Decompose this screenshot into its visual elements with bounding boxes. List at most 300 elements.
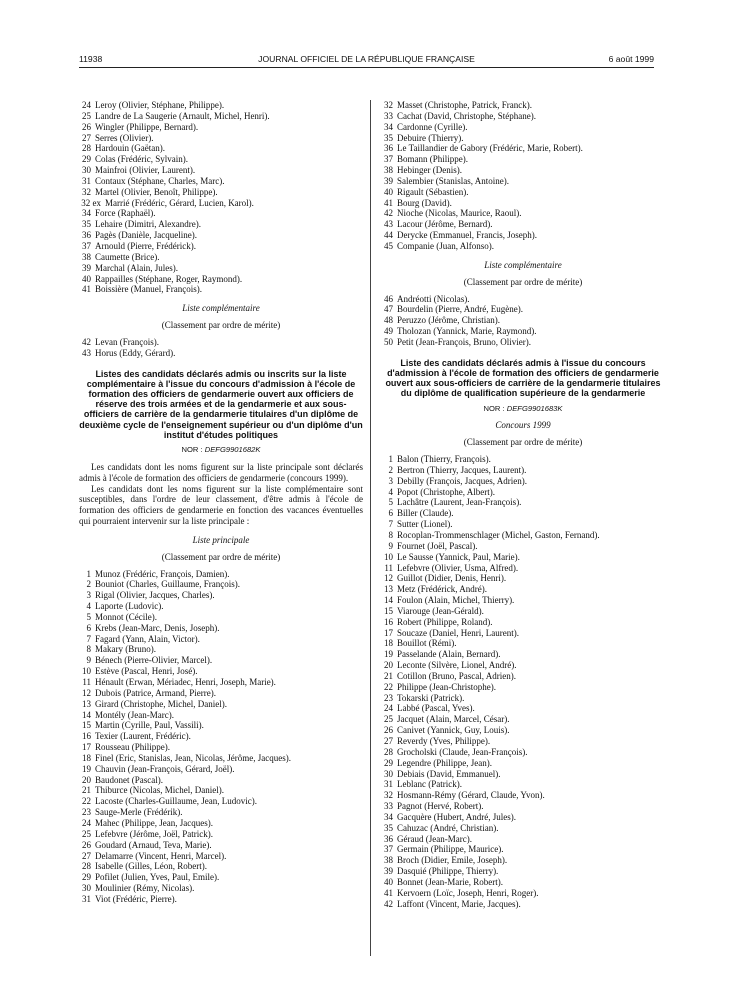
list-item — [79, 829, 363, 840]
paragraph: Les candidats dont les noms figurent sur la liste complémentaire sont susceptibles, dans l'ordre de leur classement, d'être admis à l'école de formation des officiers de gendarmerie en fonction des vacances éventuelles qui pourraient intervenir sur la liste principale : — [79, 483, 363, 527]
candidate-name: Broch (Didier, Emile, Joseph). — [397, 855, 508, 866]
rank-number: 8 — [388, 529, 393, 540]
rank-number: 6 — [86, 622, 91, 633]
list-item — [79, 198, 363, 209]
rank-number: 42 — [384, 898, 393, 909]
list-item — [381, 476, 665, 487]
list-item — [79, 796, 363, 807]
candidate-name: Andréotti (Nicolas). — [397, 293, 470, 304]
ranking-note: (Classement par ordre de mérite) — [463, 437, 583, 448]
rank-number: 8 — [86, 644, 91, 655]
rank-number: 30 — [82, 165, 91, 176]
list-item — [381, 758, 665, 769]
rank-number: 25 — [384, 714, 393, 725]
rank-number: 26 — [82, 839, 91, 850]
rank-number: 50 — [384, 336, 393, 347]
candidate-name: Sauge-Merle (Frédérik). — [95, 807, 183, 818]
list-item — [79, 348, 363, 359]
candidate-name: Laporte (Ludovic). — [95, 601, 164, 612]
candidate-name: Petit (Jean-François, Bruno, Olivier). — [397, 336, 531, 347]
rank-number: 3 — [86, 590, 91, 601]
journal-title: JOURNAL OFFICIEL DE LA RÉPUBLIQUE FRANÇAISE — [258, 54, 475, 64]
rank-number: 27 — [82, 850, 91, 861]
list-item — [79, 165, 363, 176]
rank-number: 6 — [388, 508, 393, 519]
candidate-name: Bénech (Pierre-Olivier, Marcel). — [95, 655, 213, 666]
list-item — [381, 595, 665, 606]
rank-number: 25 — [82, 828, 91, 839]
candidate-name: Le Sausse (Yannick, Paul, Marie). — [397, 551, 520, 562]
page-number: 11938 — [79, 54, 103, 64]
candidate-name: Robert (Philippe, Roland). — [397, 616, 493, 627]
decree-title: Liste des candidats déclarés admis à l'issue du concours d'admission à l'école de formation des officiers de gendarmerie ouvert aux sous-officiers de carrière de la gendarmerie titulaires du diplôme de qualification supérieure de la gendarmerie — [385, 357, 661, 399]
candidate-name: Foulon (Alain, Michel, Thierry). — [397, 595, 515, 606]
candidate-name: Laffont (Vincent, Marie, Jacques). — [397, 898, 521, 909]
list-item — [381, 671, 665, 682]
list-item — [79, 720, 363, 731]
list-item — [79, 274, 363, 285]
list-item — [381, 725, 665, 736]
candidate-name: Metz (Frédérick, André). — [397, 584, 487, 595]
candidate-name: Levan (François). — [95, 336, 159, 347]
principal-list — [79, 569, 363, 905]
candidate-name: Nioche (Nicolas, Maurice, Raoul). — [397, 208, 522, 219]
list-item — [79, 241, 363, 252]
candidate-name: Fournet (Joël, Pascal). — [397, 540, 478, 551]
candidate-name: Landre de La Saugerie (Arnault, Michel, Henri). — [95, 110, 270, 121]
candidate-name: Arnould (Pierre, Frédérick). — [95, 240, 196, 251]
right-column — [381, 100, 665, 910]
candidate-name: Girard (Christophe, Michel, Daniel). — [95, 698, 227, 709]
list-item — [381, 241, 665, 252]
rank-number: 33 — [384, 801, 393, 812]
list-item — [381, 682, 665, 693]
rank-number: 24 — [384, 703, 393, 714]
candidate-name: Lacour (Jérôme, Bernard). — [397, 219, 493, 230]
rank-number: 44 — [384, 230, 393, 241]
nor-label: NOR : — [483, 403, 505, 413]
list-item — [79, 699, 363, 710]
candidate-name: Le Taillandier de Gabory (Frédéric, Marie, Robert). — [397, 143, 583, 154]
rank-number: 38 — [82, 251, 91, 262]
nor-code: DEFG9901682K — [204, 444, 261, 454]
rank-number: 18 — [82, 752, 91, 763]
rank-number: 48 — [384, 315, 393, 326]
rank-number: 5 — [86, 611, 91, 622]
list-item — [79, 122, 363, 133]
candidate-name: Pofilet (Julien, Yves, Paul, Emile). — [95, 872, 220, 883]
candidate-name: Kervoern (Loïc, Joseph, Henri, Roger). — [397, 887, 539, 898]
ranking-note: (Classement par ordre de mérite) — [161, 320, 281, 331]
list-item — [79, 623, 363, 634]
list-item — [79, 337, 363, 348]
list-continued — [381, 100, 665, 252]
candidate-name: Philippe (Jean-Christophe). — [397, 681, 496, 692]
list-item — [381, 834, 665, 845]
candidate-name: Hosmann-Rémy (Gérard, Claude, Yvon). — [397, 790, 545, 801]
list-item — [381, 519, 665, 530]
rank-number: 25 — [82, 110, 91, 121]
list-item — [381, 454, 665, 465]
rank-number: 28 — [82, 861, 91, 872]
candidate-name: Rappailles (Stéphane, Roger, Raymond). — [95, 273, 243, 284]
candidate-name: Fagard (Yann, Alain, Victor). — [95, 633, 200, 644]
list-item — [381, 790, 665, 801]
candidate-name: Bonnet (Jean-Marie, Robert). — [397, 876, 503, 887]
list-item — [79, 219, 363, 230]
rank-number: 9 — [86, 655, 91, 666]
candidate-name: Chauvin (Jean-François, Gérard, Joël). — [95, 763, 235, 774]
rank-number: 11 — [384, 562, 393, 573]
ranking-note: (Classement par ordre de mérite) — [463, 276, 583, 287]
rank-number: 31 — [82, 175, 91, 186]
rank-number: 13 — [82, 698, 91, 709]
list-item — [381, 230, 665, 241]
rank-number: 31 — [82, 893, 91, 904]
candidate-name: Martel (Olivier, Benoît, Philippe). — [95, 186, 218, 197]
list-item — [381, 801, 665, 812]
list-item — [381, 541, 665, 552]
candidate-name: Mainfroi (Olivier, Laurent). — [95, 165, 196, 176]
candidate-name: Lefebvre (Jérôme, Joël, Patrick). — [95, 828, 213, 839]
nor-label: NOR : — [181, 444, 203, 454]
rank-number: 29 — [82, 154, 91, 165]
list-item — [79, 187, 363, 198]
rank-number: 33 — [384, 110, 393, 121]
rank-number: 40 — [384, 186, 393, 197]
rank-number: 49 — [384, 326, 393, 337]
list-item — [79, 111, 363, 122]
candidate-name: Pagès (Danièle, Jacqueline). — [95, 230, 197, 241]
list-item — [79, 840, 363, 851]
candidate-name: Boissière (Manuel, François). — [95, 284, 202, 295]
list-item — [381, 208, 665, 219]
rank-number: 10 — [384, 551, 393, 562]
list-item — [79, 785, 363, 796]
rank-number: 36 — [384, 833, 393, 844]
list-item — [381, 812, 665, 823]
rank-number: 7 — [388, 519, 393, 530]
rank-number: 32 — [384, 100, 393, 110]
list-item — [381, 769, 665, 780]
rank-number: 22 — [384, 681, 393, 692]
candidate-name: Masset (Christophe, Patrick, Franck). — [397, 100, 532, 110]
candidate-name: Makary (Bruno). — [95, 644, 156, 655]
rank-number: 31 — [384, 779, 393, 790]
candidate-name: Sutter (Lionel). — [397, 519, 453, 530]
rank-number: 41 — [82, 284, 91, 295]
list-item — [79, 753, 363, 764]
list-item — [381, 487, 665, 498]
list-item — [79, 872, 363, 883]
section-subtitle: Liste complémentaire — [182, 303, 260, 314]
list-item — [79, 861, 363, 872]
paragraph: Les candidats dont les noms figurent sur la liste principale sont déclarés admis à l'école de formation des officiers de gendarmerie (concours 1999). — [79, 461, 363, 483]
candidate-name: Viot (Frédéric, Pierre). — [95, 893, 177, 904]
list-item — [79, 775, 363, 786]
candidate-name: Companie (Juan, Alfonso). — [397, 240, 494, 251]
list-item — [79, 263, 363, 274]
rank-number: 24 — [82, 100, 91, 110]
rank-number: 29 — [384, 757, 393, 768]
rank-number: 4 — [86, 601, 91, 612]
candidate-name: Canivet (Yannick, Guy, Louis). — [397, 725, 510, 736]
list-item — [381, 187, 665, 198]
list-item — [381, 219, 665, 230]
header-rule — [79, 67, 654, 68]
list-item — [79, 612, 363, 623]
candidate-name: Derycke (Emmanuel, Francis, Joseph). — [397, 230, 537, 241]
complementary-list — [381, 294, 665, 348]
list-item — [381, 133, 665, 144]
rank-number: 28 — [384, 746, 393, 757]
list-item — [381, 165, 665, 176]
candidate-name: Cardonne (Cyrille). — [397, 121, 468, 132]
rank-number: 21 — [82, 785, 91, 796]
candidate-name: Bourg (David). — [397, 197, 452, 208]
rank-number: 20 — [384, 660, 393, 671]
candidate-name: Tokarski (Patrick). — [397, 692, 465, 703]
rank-number: 17 — [384, 627, 393, 638]
candidate-name: Passelande (Alain, Bernard). — [397, 649, 501, 660]
candidate-name: Colas (Frédéric, Sylvain). — [95, 154, 188, 165]
left-column — [79, 100, 363, 905]
nor-reference — [381, 404, 665, 415]
list-item — [381, 154, 665, 165]
candidate-name: Montély (Jean-Marc). — [95, 709, 174, 720]
candidate-name: Thiburce (Nicolas, Michel, Daniel). — [95, 785, 224, 796]
list-item — [79, 230, 363, 241]
rank-number: 38 — [384, 165, 393, 176]
candidate-name: Gacquère (Hubert, André, Jules). — [397, 811, 516, 822]
list-item — [381, 877, 665, 888]
list-item — [381, 747, 665, 758]
rank-number: 16 — [82, 731, 91, 742]
candidate-name: Cachat (David, Christophe, Stéphane). — [397, 110, 536, 121]
rank-number: 42 — [384, 208, 393, 219]
rank-number: 11 — [82, 677, 91, 688]
candidate-name: Debiais (David, Emmanuel). — [397, 768, 501, 779]
candidate-name: Serres (Olivier). — [95, 132, 154, 143]
rank-number: 39 — [384, 175, 393, 186]
rank-number: 32 ex — [81, 197, 101, 208]
column-divider — [370, 100, 371, 956]
candidate-name: Wingler (Philippe, Bernard). — [95, 121, 199, 132]
list-item — [79, 284, 363, 295]
candidate-name: Pagnot (Hervé, Robert). — [397, 801, 484, 812]
rank-number: 15 — [384, 605, 393, 616]
issue-date: 6 août 1999 — [608, 54, 654, 64]
rank-number: 20 — [82, 774, 91, 785]
rank-number: 19 — [384, 649, 393, 660]
rank-number: 40 — [384, 876, 393, 887]
list-item — [381, 198, 665, 209]
concours-heading: Concours 1999 — [495, 420, 551, 431]
rank-number: 47 — [384, 304, 393, 315]
candidate-name: Rigal (Olivier, Jacques, Charles). — [95, 590, 215, 601]
rank-number: 19 — [82, 763, 91, 774]
list-item — [381, 628, 665, 639]
list-item — [381, 497, 665, 508]
list-item — [381, 337, 665, 348]
candidate-name: Grocholski (Claude, Jean-François). — [397, 746, 528, 757]
decree-title: Listes des candidats déclarés admis ou inscrits sur la liste complémentaire à l'issue du concours d'admission à l'école de formation des officiers de gendarmerie ouvert aux officiers de réserve des trois armées et de la gendarmerie et aux sous-officiers de carrière de la gendarmerie titulaires d'un diplôme de deuxième cycle de l'enseignement supérieur ou d'un diplôme d'un institut d'études politiques — [79, 368, 363, 440]
rank-number: 42 — [82, 336, 91, 347]
rank-number: 28 — [82, 143, 91, 154]
list-item — [79, 710, 363, 721]
candidate-name: Force (Raphaël). — [95, 208, 156, 219]
nor-reference — [79, 445, 363, 456]
list-item — [381, 573, 665, 584]
list-item — [381, 294, 665, 305]
candidate-name: Guillot (Didier, Denis, Henri). — [397, 573, 507, 584]
candidate-name: Popot (Christophe, Albert). — [397, 486, 495, 497]
candidate-name: Salembier (Stanislas, Antoine). — [397, 175, 509, 186]
rank-number: 35 — [384, 822, 393, 833]
rank-number: 10 — [82, 666, 91, 677]
list-item — [79, 252, 363, 263]
list-item — [381, 823, 665, 834]
section-subtitle: Liste principale — [192, 534, 250, 545]
list-item — [381, 649, 665, 660]
rank-number: 38 — [384, 855, 393, 866]
candidate-name: Jacquet (Alain, Marcel, César). — [397, 714, 510, 725]
rank-number: 30 — [82, 883, 91, 894]
list-item — [79, 601, 363, 612]
candidate-name: Soucaze (Daniel, Henri, Laurent). — [397, 627, 519, 638]
candidate-name: Lachâtre (Laurent, Jean-François). — [397, 497, 522, 508]
list-item — [79, 731, 363, 742]
rank-number: 4 — [388, 486, 393, 497]
candidate-name: Monnot (Cécile). — [95, 611, 157, 622]
list-item — [381, 844, 665, 855]
candidate-name: Estève (Pascal, Henri, José). — [95, 666, 198, 677]
candidate-name: Bouillot (Rémi). — [397, 638, 457, 649]
candidate-name: Leblanc (Patrick). — [397, 779, 462, 790]
rank-number: 12 — [82, 687, 91, 698]
candidate-name: Leconte (Silvère, Lionel, André). — [397, 660, 517, 671]
candidate-name: Reverdy (Yves, Philippe). — [397, 736, 491, 746]
list-item — [79, 894, 363, 905]
rank-number: 15 — [82, 720, 91, 731]
list-item — [381, 326, 665, 337]
list-item — [79, 579, 363, 590]
candidate-name: Cahuzac (André, Christian). — [397, 822, 499, 833]
rank-number: 13 — [384, 584, 393, 595]
list-item — [79, 176, 363, 187]
candidate-name: Hénault (Erwan, Mériadec, Henri, Joseph, Marie). — [95, 677, 276, 688]
list-item — [79, 569, 363, 580]
list-item — [79, 100, 363, 111]
candidate-name: Isabelle (Gilles, Léon, Robert). — [95, 861, 207, 872]
candidate-name: Delamarre (Vincent, Henri, Marcel). — [95, 850, 227, 861]
list-item — [381, 122, 665, 133]
rank-number: 7 — [86, 633, 91, 644]
candidate-name: Moulinier (Rémy, Nicolas). — [95, 883, 195, 894]
candidate-name: Bertron (Thierry, Jacques, Laurent). — [397, 464, 527, 475]
rank-number: 37 — [384, 844, 393, 855]
list-item — [381, 143, 665, 154]
rank-number: 18 — [384, 638, 393, 649]
list-continued — [79, 100, 363, 295]
list-item — [381, 304, 665, 315]
list-item — [381, 465, 665, 476]
candidate-name: Bomann (Philippe). — [397, 154, 468, 165]
candidate-name: Lehaire (Dimitri, Alexandre). — [95, 219, 201, 230]
rank-number: 14 — [384, 595, 393, 606]
list-item — [381, 899, 665, 910]
rank-number: 39 — [82, 262, 91, 273]
candidate-name: Horus (Eddy, Gérard). — [95, 347, 176, 358]
candidate-name: Texier (Laurent, Frédéric). — [95, 731, 191, 742]
list-item — [79, 818, 363, 829]
candidate-name: Legendre (Philippe, Jean). — [397, 757, 492, 768]
list-item — [79, 634, 363, 645]
candidate-name: Viarouge (Jean-Gérald). — [397, 605, 484, 616]
list-item — [79, 851, 363, 862]
rank-number: 36 — [82, 230, 91, 241]
rank-number: 32 — [384, 790, 393, 801]
rank-number: 26 — [384, 725, 393, 736]
candidate-name: Leroy (Olivier, Stéphane, Philippe). — [95, 100, 225, 110]
rank-number: 46 — [384, 293, 393, 304]
candidate-name: Bouniot (Charles, Guillaume, François). — [95, 579, 240, 590]
candidate-name: Marrié (Frédéric, Gérard, Lucien, Karol). — [105, 197, 254, 208]
list-item — [79, 688, 363, 699]
nor-code: DEFG9901683K — [506, 403, 563, 413]
candidate-name: Lefebvre (Olivier, Usma, Alfred). — [397, 562, 519, 573]
rank-number: 1 — [388, 454, 393, 465]
list-item — [381, 111, 665, 122]
list-item — [79, 655, 363, 666]
rank-number: 34 — [82, 208, 91, 219]
list-item — [381, 563, 665, 574]
rank-number: 5 — [388, 497, 393, 508]
list-item — [381, 638, 665, 649]
list-item — [79, 154, 363, 165]
list-item — [381, 617, 665, 628]
list-item — [381, 714, 665, 725]
rank-number: 41 — [384, 197, 393, 208]
rank-number: 29 — [82, 872, 91, 883]
rank-number: 35 — [384, 132, 393, 143]
list-item — [381, 736, 665, 747]
rank-number: 45 — [384, 240, 393, 251]
candidate-name: Lacoste (Charles-Guillaume, Jean, Ludovic). — [95, 796, 257, 807]
rank-number: 26 — [82, 121, 91, 132]
rank-number: 24 — [82, 817, 91, 828]
list-item — [381, 552, 665, 563]
candidate-name: Bourdelin (Pierre, André, Eugène). — [397, 304, 523, 315]
rank-number: 40 — [82, 273, 91, 284]
rank-number: 21 — [384, 670, 393, 681]
rank-number: 39 — [384, 866, 393, 877]
rank-number: 2 — [86, 579, 91, 590]
candidate-name: Germain (Philippe, Maurice). — [397, 844, 504, 855]
rank-number: 27 — [384, 736, 393, 746]
rank-number: 37 — [384, 154, 393, 165]
rank-number: 43 — [384, 219, 393, 230]
candidate-name: Martin (Cyrille, Paul, Vassili). — [95, 720, 204, 731]
rank-number: 23 — [82, 807, 91, 818]
list-item — [381, 888, 665, 899]
list-item — [381, 866, 665, 877]
rank-number: 3 — [388, 475, 393, 486]
rank-number: 34 — [384, 121, 393, 132]
candidate-name: Hardouin (Gaëtan). — [95, 143, 165, 154]
candidate-name: Dasquié (Philippe, Thierry). — [397, 866, 499, 877]
candidate-name: Debuire (Thierry). — [397, 132, 464, 143]
